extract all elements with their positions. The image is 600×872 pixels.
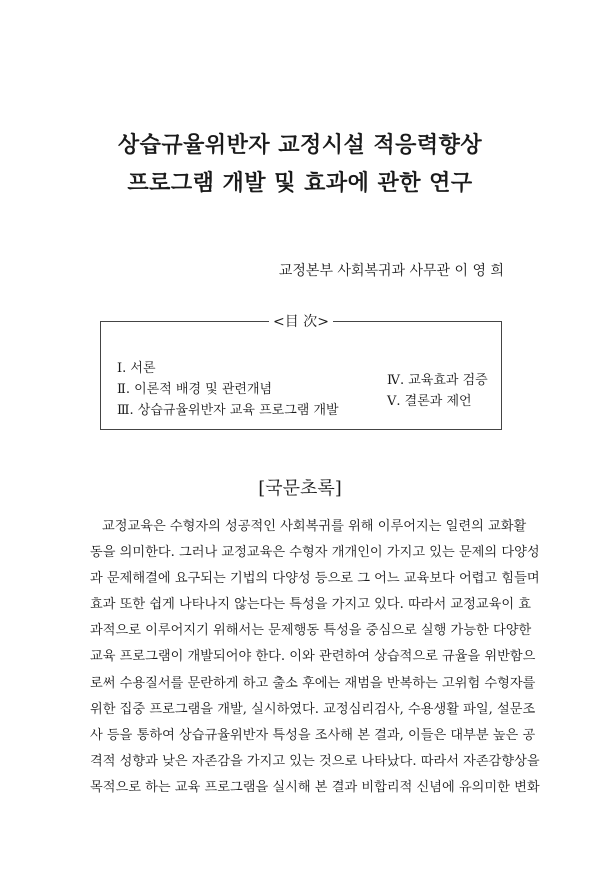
toc-left-column <box>117 358 339 421</box>
abstract-line: 격적 성향과 낮은 자존감을 가지고 있는 것으로 나타났다. 따라서 자존감향상을 <box>90 753 540 769</box>
abstract-heading: [국문초록] <box>258 478 342 499</box>
author-line: 교정본부 사회복귀과 사무관 이 영 희 <box>278 263 504 279</box>
abstract-line: 과 문제해결에 요구되는 기법의 다양성 등으로 그 어느 교육보다 어렵고 힘들며 <box>90 571 540 587</box>
abstract-line: 교정교육은 수형자의 성공적인 사회복귀를 위해 이루어지는 일련의 교화활 <box>102 519 527 534</box>
paper-title <box>0 126 600 202</box>
abstract-line: 목적으로 하는 교육 프로그램을 실시해 본 결과 비합리적 신념에 유의미한 변화 <box>90 779 540 795</box>
toc-item: Ⅰ. 서론 <box>117 361 156 376</box>
abstract-line: 교육 프로그램이 개발되어야 한다. 이와 관련하여 상습적으로 규율을 위반함으 <box>90 649 536 665</box>
abstract-line: 로써 수용질서를 문란하게 하고 출소 후에는 재범을 반복하는 고위험 수형자를 <box>90 675 536 691</box>
abstract-line: 위한 집중 프로그램을 개발, 실시하였다. 교정심리검사, 수용생활 파일, 설문조 <box>90 701 536 717</box>
abstract-line: 동을 의미한다. 그러나 교정교육은 수형자 개개인이 가지고 있는 문제의 다양성 <box>90 545 540 561</box>
toc-item: Ⅴ. 결론과 제언 <box>387 394 472 409</box>
abstract-line: 효과 또한 쉽게 나타나지 않는다는 특성을 가지고 있다. 따라서 교정교육이 효 <box>90 597 532 613</box>
toc-item: Ⅲ. 상습규율위반자 교육 프로그램 개발 <box>117 403 339 418</box>
abstract-line: 사 등을 통하여 상습규율위반자 특성을 조사해 본 결과, 이들은 대부분 높은 공 <box>90 727 536 743</box>
toc-item: Ⅱ. 이론적 배경 및 관련개념 <box>117 382 273 397</box>
table-of-contents <box>100 314 502 430</box>
toc-heading: <目 次> <box>101 313 501 331</box>
abstract-body <box>90 514 540 801</box>
abstract-line: 과적으로 이루어지기 위해서는 문제행동 특성을 중심으로 실행 가능한 다양한 <box>90 623 532 639</box>
title-line-1: 상습규율위반자 교정시설 적응력향상 <box>117 132 483 158</box>
toc-right-column <box>387 370 488 412</box>
title-line-2: 프로그램 개발 및 효과에 관한 연구 <box>127 170 473 196</box>
toc-item: Ⅳ. 교육효과 검증 <box>387 373 488 388</box>
